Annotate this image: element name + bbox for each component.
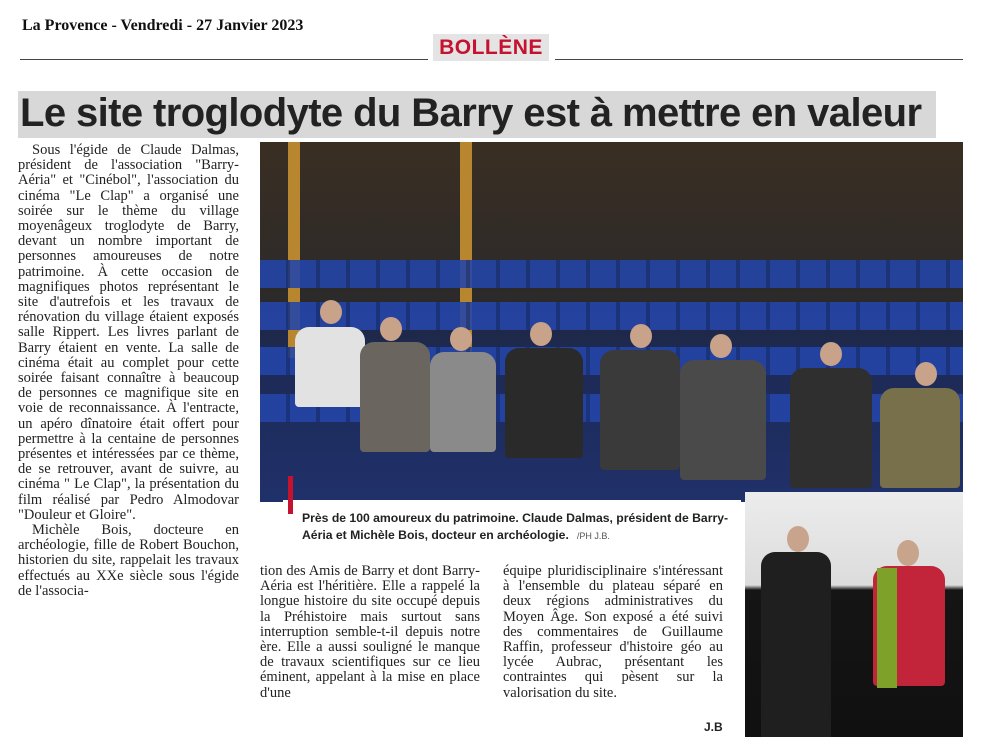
audience-member <box>380 317 402 341</box>
audience-member <box>295 327 365 407</box>
speaker-head <box>787 526 809 552</box>
audience-member <box>790 368 872 488</box>
speakers-photo <box>745 492 963 737</box>
article-paragraph-2: Michèle Bois, docteure en archéologie, fille de Robert Bouchon, historien du site, rappelait les travaux effectués au XXe siècle sous l'égide de l'associa- <box>18 522 239 599</box>
headline: Le site troglodyte du Barry est à mettre en valeur <box>20 91 922 135</box>
article-column-2-text: tion des Amis de Barry et dont Barry-Aéria est l'héritière. Elle a rappelé la longue histoire du site occupé depuis la Préhistoire mais surtout sans interruption semble-t-il depuis notre ère. Elle a aussi souligné le manque de travaux scientifiques sur ce lieu éminent, appelant à la mise en place d'une <box>260 564 480 701</box>
photo-credit: /PH J.B. <box>576 531 610 541</box>
audience-member <box>915 362 937 386</box>
speaker-head <box>897 540 919 566</box>
article-column-3-text: équipe pluridisciplinaire s'intéressant à l'ensemble du plateau séparé en deux régions administratives du Moyen Âge. Son exposé a été suivi des commentaires de Guillaume Raffin, professeur d'histoire géo au lycée Aubrac, présentant les contraintes qui pèsent sur la valorisation du site. <box>503 564 723 701</box>
article-column-3 <box>503 564 723 724</box>
article-column-2 <box>260 564 480 740</box>
caption-accent-bar <box>288 476 293 514</box>
audience-member <box>450 327 472 351</box>
section-tag: BOLLÈNE <box>433 34 549 61</box>
seat-row <box>260 260 963 288</box>
header-rule-right <box>555 59 963 60</box>
article-signature: J.B <box>704 720 723 734</box>
audience-member <box>600 350 680 470</box>
audience-member <box>820 342 842 366</box>
seat-row <box>260 302 963 330</box>
audience-member <box>530 322 552 346</box>
audience-member <box>630 324 652 348</box>
speaker-body <box>761 552 831 737</box>
header-rule-left <box>20 59 428 60</box>
audience-member <box>430 352 496 452</box>
audience-member <box>710 334 732 358</box>
photo-caption-text: Près de 100 amoureux du patrimoine. Claude Dalmas, président de Barry-Aéria et Michèle Bois, docteur en archéologie. <box>302 511 729 542</box>
article-paragraph-1: Sous l'égide de Claude Dalmas, président de l'association "Barry-Aéria" et "Cinébol", l'association du cinéma "Le Clap" a organisé une soirée sur le thème du village moyenâgeux troglodyte de Barry, devant un nombre important de personnes amoureuses de notre patrimoine. À cette occasion de magnifiques photos représentant le site d'autrefois et les travaux de rénovation du village étaient exposés salle Rippert. Les livres parlant de Barry étaient en vente. La salle de cinéma était au complet pour cette soirée faisant connaître à beaucoup de personnes ce magnifique site en voie de reconnaissance. À l'entracte, un apéro dînatoire était offert pour permettre à la centaine de personnes présentes et intéressées par ce thème, de se retrouver, avant de suivre, au cinéma " Le Clap", la présentation du film réalisé par Pedro Almodovar "Douleur et Gloire". <box>18 143 239 523</box>
audience-member <box>680 360 766 480</box>
masthead: La Provence - Vendredi - 27 Janvier 2023 <box>22 17 304 34</box>
audience-photo <box>260 142 963 502</box>
audience-member <box>880 388 960 488</box>
speaker-scarf <box>877 568 897 688</box>
audience-member <box>320 300 342 324</box>
audience-member <box>505 348 583 458</box>
photo-caption <box>302 510 742 545</box>
audience-member <box>360 342 430 452</box>
article-column-1 <box>18 143 239 740</box>
